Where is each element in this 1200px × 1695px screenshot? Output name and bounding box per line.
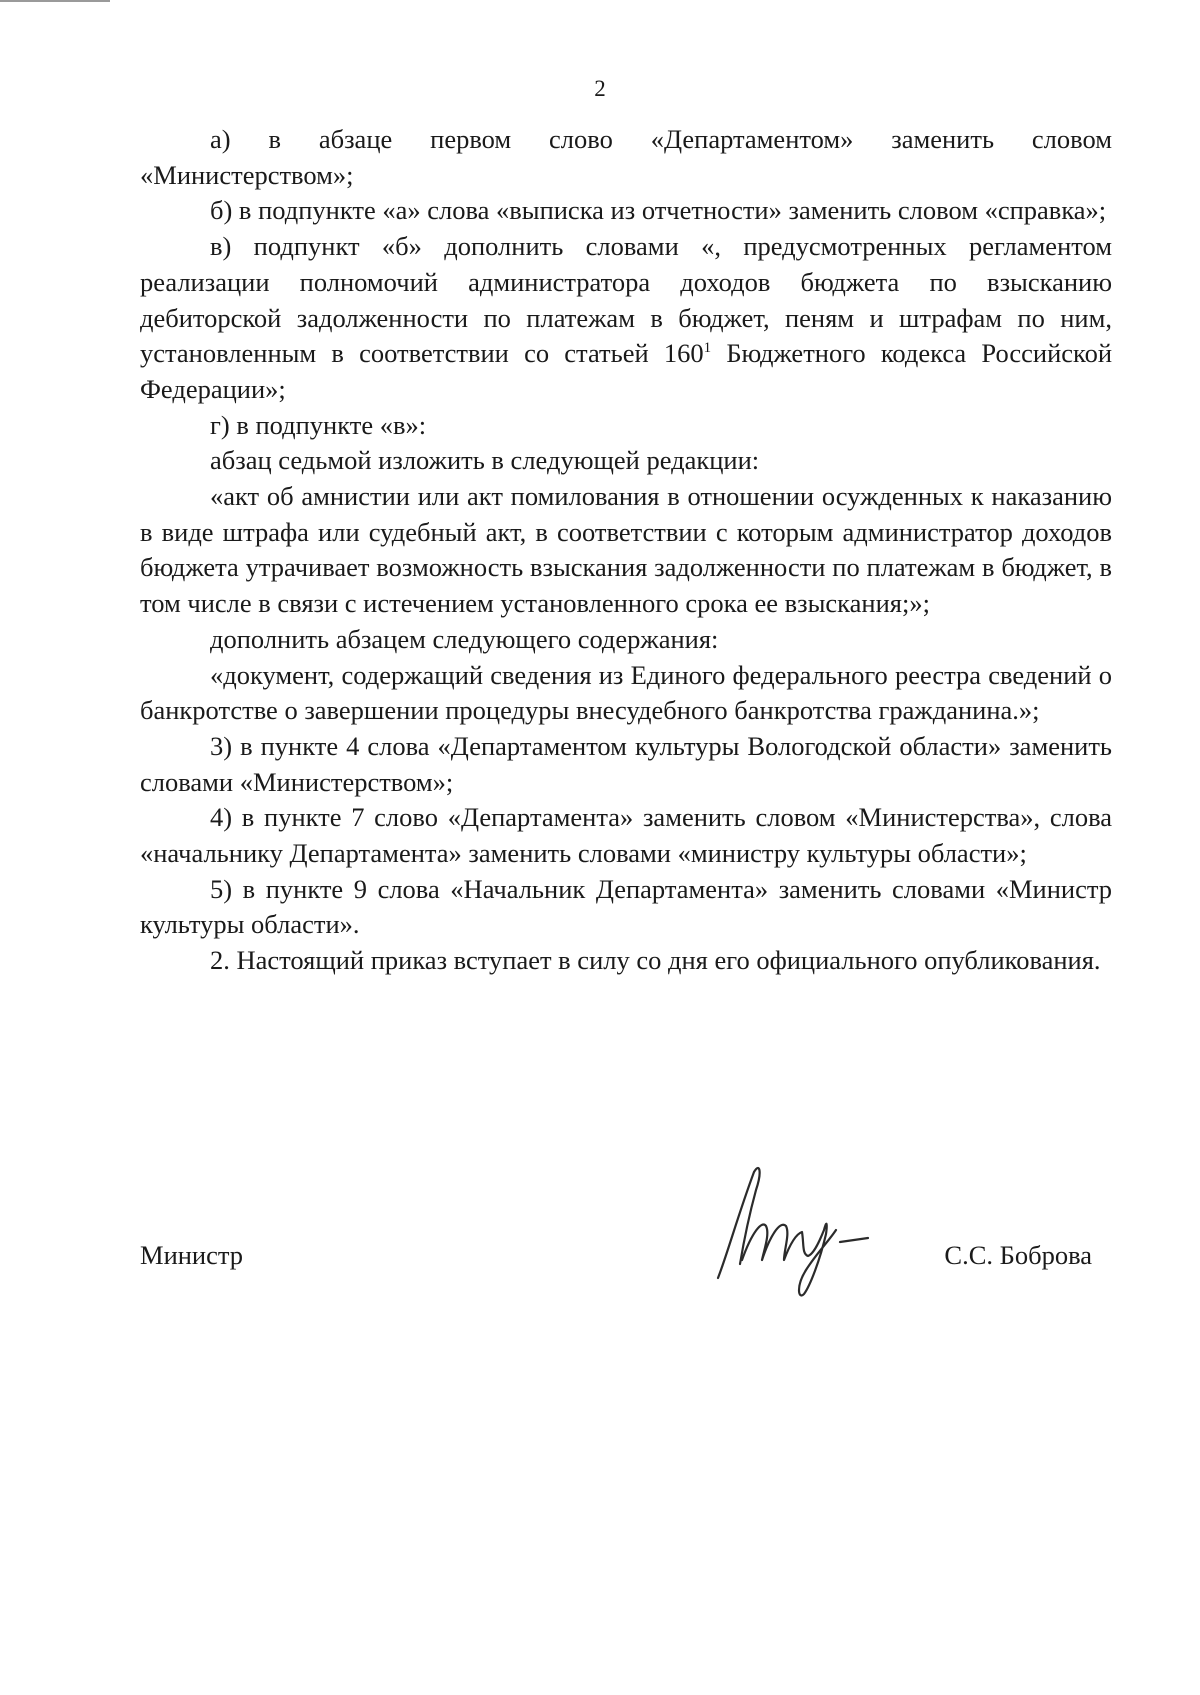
signatory-name: С.С. Боброва [944, 1240, 1092, 1270]
paragraph-add-abzac: дополнить абзацем следующего содержания: [210, 623, 719, 654]
paragraph-abzac-7: абзац седьмой изложить в следующей редакции: [210, 445, 760, 476]
paragraph-5: 5) в пункте 9 слова «Начальник Департамента» заменить словами «Министр культуры области». [140, 873, 1112, 940]
paragraph-v-tail: Бюджетного кодекса Российской Федерации»; [140, 338, 1113, 404]
paragraph-3: 3) в пункте 4 слова «Департаментом культуры Вологодской области» заменить словами «Министерством»; [140, 730, 1112, 797]
document-body [140, 122, 1112, 979]
paragraph-amnesty-quote: «акт об амнистии или акт помилования в отношении осужденных к наказанию в виде штрафа или судебный акт, в соответствии с которым администратор доходов бюджета утрачивает возможность взыскания задолженности по платежам в бюджет, в том числе в связи с истечением установленного срока ее взыскания;»; [140, 481, 1112, 619]
paragraph-b: б) в подпункте «а» слова «выписка из отчетности» заменить словом «справка»; [210, 195, 1107, 226]
superscript: 1 [703, 340, 712, 357]
signature-block [140, 1160, 1112, 1300]
paragraph-g: г) в подпункте «в»: [210, 409, 427, 440]
handwritten-signature [700, 1160, 910, 1300]
signatory-title: Министр [140, 1240, 244, 1270]
paragraph-a: а) в абзаце первом слово «Департаментом» заменить словом «Министерством»; [140, 124, 1112, 190]
scan-edge-mark [0, 0, 110, 2]
paragraph-bankruptcy-quote: «документ, содержащий сведения из Единого федерального реестра сведений о банкротстве о завершении процедуры внесудебного банкротства гражданина.»; [140, 659, 1112, 726]
paragraph-v-text: в) подпункт «б» дополнить словами «, предусмотренных регламентом реализации полномочий администратора доходов бюджета по взысканию дебиторской задолженности по платежам в бюджет, пеням и штрафам по ним, установленным в соответствии со статьей 160 [140, 231, 1112, 369]
paragraph-effective-date: 2. Настоящий приказ вступает в силу со дня его официального опубликования. [210, 945, 1101, 976]
paragraph-v [140, 229, 1112, 408]
paragraph-4: 4) в пункте 7 слово «Департамента» заменить словом «Министерства», слова «начальнику Департамента» заменить словами «министру культуры области»; [140, 802, 1112, 869]
page-number: 2 [594, 76, 606, 101]
